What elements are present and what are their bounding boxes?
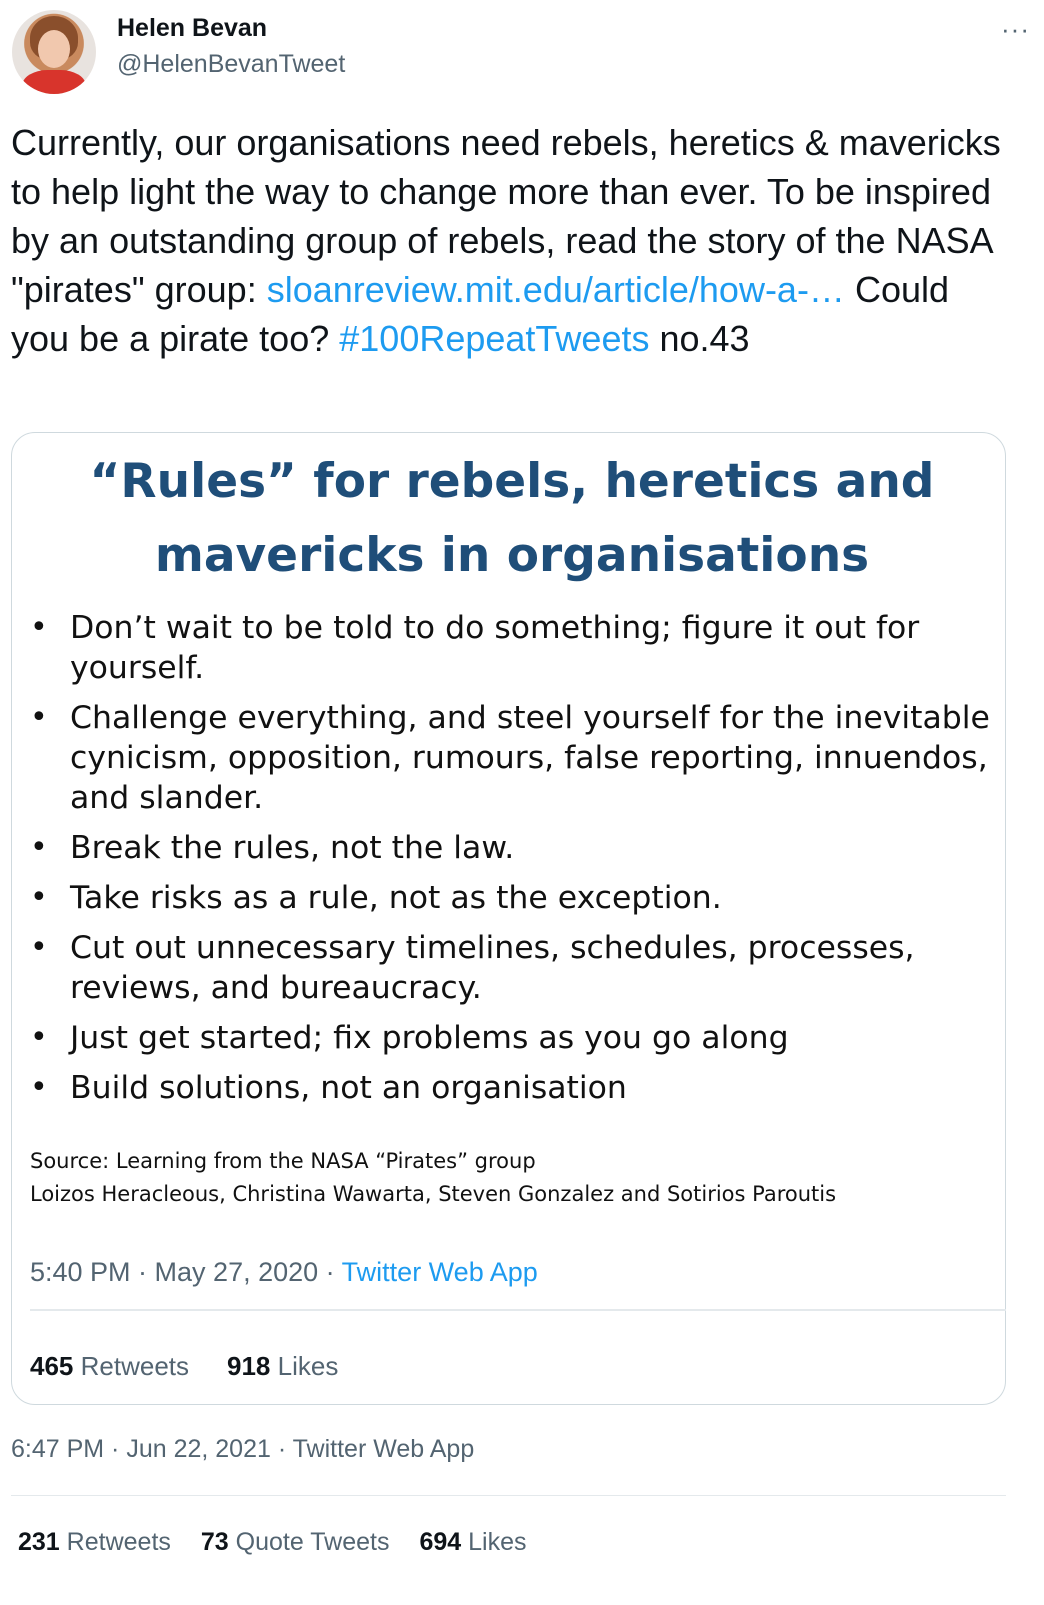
rule-item: • Break the rules, not the law. <box>30 828 995 868</box>
quote-tweets-label: Quote Tweets <box>235 1528 390 1556</box>
slide-source <box>30 1145 836 1211</box>
more-options-icon[interactable]: ··· <box>1001 14 1030 44</box>
retweets-stat[interactable] <box>18 1528 171 1556</box>
likes-stat[interactable] <box>419 1528 526 1556</box>
quoted-retweets-stat[interactable] <box>30 1351 189 1381</box>
rule-item: • Cut out unnecessary timelines, schedules, processes, reviews, and bureaucracy. <box>30 928 995 1008</box>
quoted-retweets-count: 465 <box>30 1351 74 1381</box>
rule-item: • Challenge everything, and steel yourself for the inevitable cynicism, opposition, rumours, false reporting, innuendos, and slander. <box>30 698 995 818</box>
slide-title-line1: “Rules” for rebels, heretics and <box>89 454 935 509</box>
divider <box>11 1495 1006 1496</box>
source-line1: Source: Learning from the NASA “Pirates” group <box>30 1149 536 1173</box>
quoted-likes-label: Likes <box>277 1351 339 1381</box>
rule-item: • Take risks as a rule, not as the exception. <box>30 878 995 918</box>
slide-title <box>12 445 1012 593</box>
quoted-tweet-stats <box>30 1351 338 1382</box>
slide-title-line2: mavericks in organisations <box>154 528 870 583</box>
avatar-face <box>38 30 70 68</box>
source-line2: Loizos Heracleous, Christina Wawarta, Steven Gonzalez and Sotirios Paroutis <box>30 1182 837 1206</box>
rule-item: • Don’t wait to be told to do something; figure it out for yourself. <box>30 608 995 688</box>
quote-tweets-stat[interactable] <box>201 1528 390 1556</box>
author-handle[interactable]: @HelenBevanTweet <box>117 50 346 78</box>
tweet-text <box>11 118 1011 363</box>
quoted-tweet-card[interactable] <box>11 432 1006 1405</box>
quoted-likes-stat[interactable] <box>227 1351 338 1381</box>
divider <box>30 1309 1006 1311</box>
tweet-meta[interactable]: 6:47 PM · Jun 22, 2021 · Twitter Web App <box>11 1435 475 1463</box>
quoted-retweets-label: Retweets <box>80 1351 190 1381</box>
tweet-stats <box>18 1528 527 1557</box>
author-name[interactable]: Helen Bevan <box>117 14 268 42</box>
retweets-label: Retweets <box>66 1528 171 1556</box>
rule-item: • Just get started; fix problems as you go along <box>30 1018 995 1058</box>
quoted-tweet-time[interactable]: 5:40 PM · May 27, 2020 · <box>30 1257 342 1287</box>
quoted-tweet-meta <box>30 1257 538 1288</box>
tweet-text-part1: Currently, our organisations need rebels, heretics & mavericks to help light the way to change more than ever. To be inspired by an outstanding group of rebels, read the story of the NASA "pirates" group: <box>11 122 1001 310</box>
tweet-text-part3: no.43 <box>649 318 750 359</box>
tweet-text-part2: Could you be a pirate too? <box>11 269 949 359</box>
rules-list <box>30 608 995 1118</box>
likes-count: 694 <box>419 1528 462 1556</box>
article-link[interactable]: sloanreview.mit.edu/article/how-a-… <box>266 269 845 310</box>
quoted-tweet-app[interactable]: Twitter Web App <box>341 1257 538 1287</box>
retweets-count: 231 <box>18 1528 60 1556</box>
likes-label: Likes <box>468 1528 527 1556</box>
hashtag-link[interactable]: #100RepeatTweets <box>339 318 650 359</box>
avatar-shirt <box>22 70 86 94</box>
tweet-header <box>10 6 1034 96</box>
quote-tweets-count: 73 <box>200 1528 229 1556</box>
avatar[interactable] <box>12 10 96 94</box>
rule-item: • Build solutions, not an organisation <box>30 1068 995 1108</box>
quoted-likes-count: 918 <box>227 1351 271 1381</box>
